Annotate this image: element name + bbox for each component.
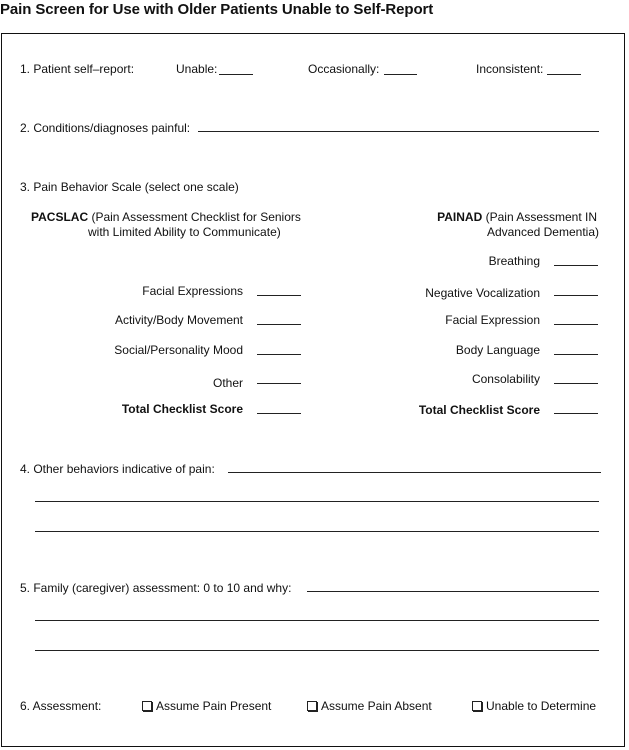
q4-label: 4. Other behaviors indicative of pain: [20,462,215,476]
pacslac-item-activity-body-movement: Activity/Body Movement [114,313,243,327]
pacslac-desc-line1: (Pain Assessment Checklist for Seniors [91,210,301,224]
painad-consolability-field[interactable] [554,383,598,384]
pacslac-facial-expressions-field[interactable] [257,295,301,296]
q1-unable-field[interactable] [219,74,253,75]
pacslac-other-field[interactable] [257,383,301,384]
q2-field[interactable] [198,131,599,132]
pacslac-abbr: PACSLAC [31,210,89,224]
painad-item-breathing: Breathing [488,254,540,268]
pacslac-desc-line2: with Limited Ability to Communicate) [88,225,281,239]
pacslac-social-field[interactable] [257,354,301,355]
q4-field-line3[interactable] [35,531,599,532]
q1-unable-label: Unable: [176,62,218,76]
q4-field-line2[interactable] [35,501,599,502]
painad-total-label: Total Checklist Score [418,403,540,417]
pacslac-total-field[interactable] [257,413,301,414]
option-label: Assume Pain Absent [321,699,432,713]
pacslac-item-facial-expressions: Facial Expressions [142,284,243,298]
painad-item-facial-expression: Facial Expression [445,313,540,327]
q6-label: 6. Assessment: [20,699,102,713]
q1-label: 1. Patient self–report: [20,62,135,76]
page-title: Pain Screen for Use with Older Patients Unable to Self-Report [0,1,434,18]
painad-breathing-field[interactable] [554,265,598,266]
painad-facial-field[interactable] [554,324,598,325]
option-unable-to-determine[interactable] [472,699,596,713]
checkbox-icon[interactable] [472,701,482,711]
checkbox-icon[interactable] [142,701,152,711]
pacslac-total-label: Total Checklist Score [121,402,243,416]
q1-occasionally-field[interactable] [384,74,417,75]
option-assume-pain-present[interactable] [142,699,271,713]
q5-label: 5. Family (caregiver) assessment: 0 to 10 and why: [20,581,292,595]
q3-label: 3. Pain Behavior Scale (select one scale) [20,180,239,194]
q5-field-line3[interactable] [35,650,599,651]
painad-header-line1 [437,210,597,224]
q2-label: 2. Conditions/diagnoses painful: [20,121,191,135]
painad-item-negative-vocalization: Negative Vocalization [425,286,540,300]
painad-desc-line2: Advanced Dementia) [486,225,599,239]
pacslac-item-social-personality-mood: Social/Personality Mood [114,343,243,357]
pacslac-item-other: Other [212,376,243,390]
option-label: Unable to Determine [486,699,597,713]
pacslac-header-line1 [31,210,301,224]
painad-item-body-language: Body Language [455,343,540,357]
painad-body-language-field[interactable] [554,354,598,355]
q1-occasionally-label: Occasionally: [308,62,380,76]
q5-field-line1[interactable] [307,591,599,592]
pacslac-activity-field[interactable] [257,324,301,325]
checkbox-icon[interactable] [307,701,317,711]
q1-inconsistent-field[interactable] [547,74,581,75]
painad-abbr: PAINAD [437,210,483,224]
painad-desc-line1: (Pain Assessment IN [485,210,597,224]
option-assume-pain-absent[interactable] [307,699,432,713]
q1-inconsistent-label: Inconsistent: [476,62,544,76]
painad-vocalization-field[interactable] [554,295,598,296]
form-frame [1,33,625,747]
q5-field-line2[interactable] [35,620,599,621]
q4-field-line1[interactable] [228,472,601,473]
option-label: Assume Pain Present [156,699,272,713]
painad-total-field[interactable] [554,413,598,414]
painad-item-consolability: Consolability [471,372,540,386]
